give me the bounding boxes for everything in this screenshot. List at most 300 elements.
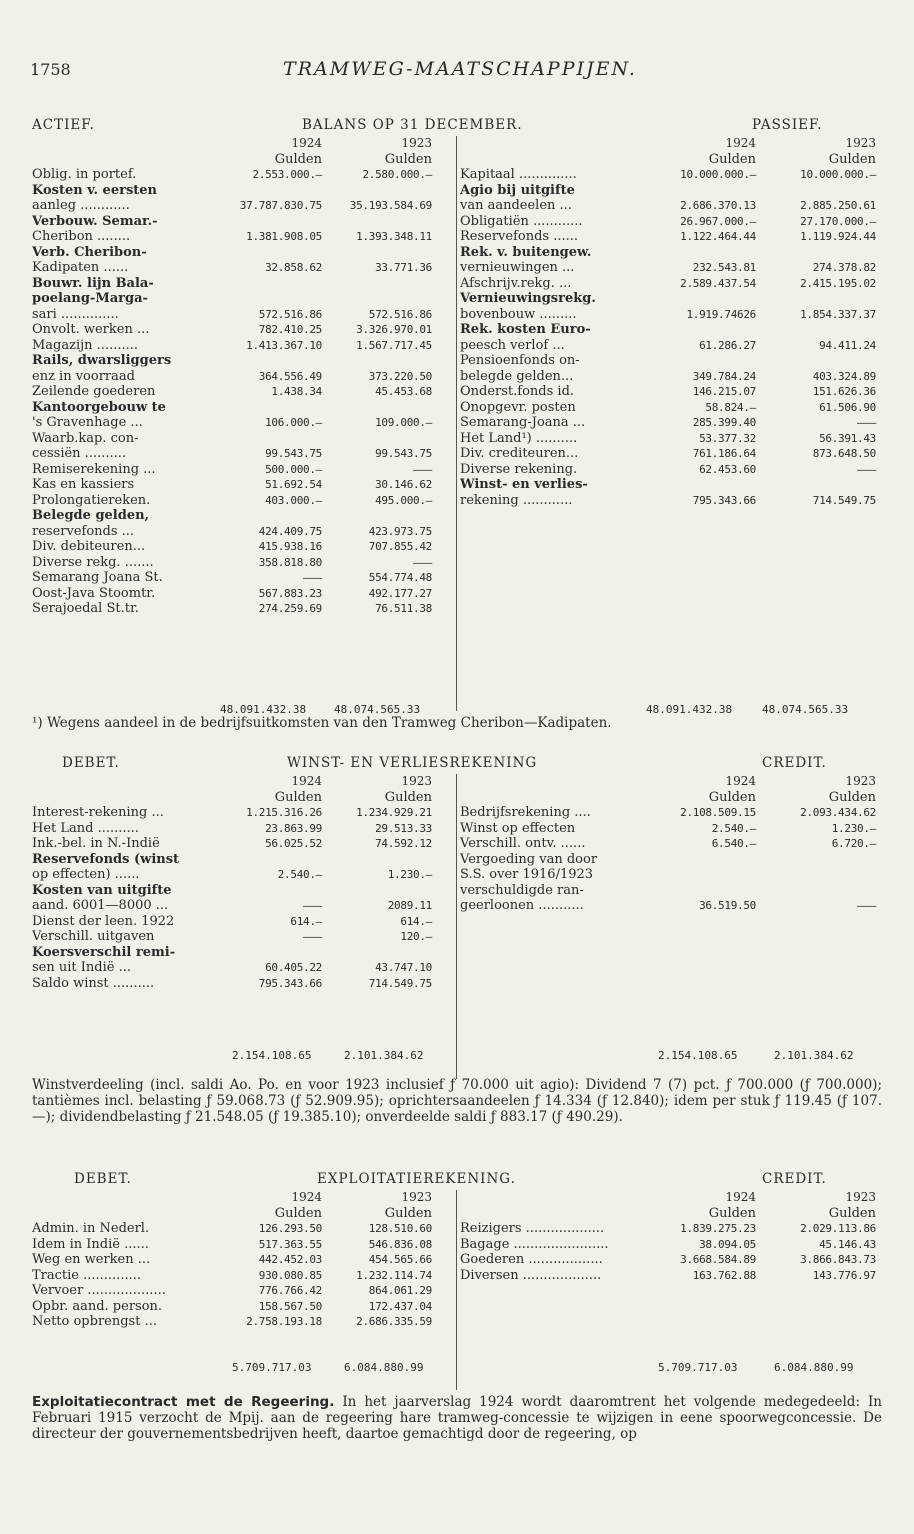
actief-value-1924 [210, 431, 322, 447]
passief-label: rekening ............ [460, 492, 573, 508]
actief-value-1924: 572.516.86 [258, 307, 322, 321]
expl-credit-label: Reizigers ................... [460, 1221, 605, 1236]
winst-debet-value-1923 [322, 945, 432, 961]
actief-value-1923: 35.193.584.69 [349, 199, 432, 212]
actief-label: Semarang Joana St. [32, 570, 163, 585]
actief-value-1923: 495.000.— [375, 493, 432, 507]
actief-row [32, 307, 432, 323]
passief-value-1924: 58.824.— [705, 400, 756, 414]
actief-label: Div. debiteuren... [32, 539, 146, 554]
passief-row [460, 400, 876, 416]
actief-row [32, 415, 432, 431]
winst-debet-value-1924: 60.405.22 [265, 961, 322, 974]
expl-credit-row [460, 1221, 876, 1237]
passief-row [460, 183, 876, 199]
passief-value-1923 [756, 245, 876, 261]
winst-debet-value-1924: 23.863.99 [265, 821, 322, 835]
actief-label: Belegde gelden, [32, 508, 150, 523]
winst-debet-value-1924: 614.— [290, 914, 322, 928]
winstverdeeling-paragraph: Winstverdeeling (incl. saldi Ao. Po. en voor 1923 inclusief ƒ 70.000 uit agio): Dividend 7 (7) pct. ƒ 700.000 (ƒ 700.000); tantièmes incl. belasting ƒ 59.068.73 (ƒ 52.909.95); oprichtersaandeelen ƒ 14.334 (ƒ 12.840); idem per stuk ƒ 119.45 (ƒ 107.—); dividendbelasting ƒ 21.548.05 (ƒ 19.385.10); onverdeelde saldi ƒ 883.17 (ƒ 490.29). [32, 1077, 882, 1125]
passief-column: 1924 1923 Gulden Gulden Kapitaal .............. 10.000.000.— 10.000.000.— Agio bij uitgifte van aandeelen ... 2.686.370.13 2.885.250.61 Obligatiën ............ 26.967.000.— 27.170.000.— Reservefonds ...... 1.122.464.44 1.119.924.44 Rek. v. buitengew. vernieuwingen ... 232.543.81 274.378.82 Afschrijv.rekg. ... 2.589.437.54 2.415.195.02 Vernieuwingsrekg. bovenbouw ......... 1.919.74626 1.854.337.37 Rek. kosten Euro- peesch verlof ... 61.286.27 94.411.24 Pensioenfonds on- belegde gelden... 349.784.24 403.324.89 Onderst.fonds id. 146.215.07 151.626.36 Onopgevr. posten 58.824.— 61.506.90 Semarang-Joana ... 285.399.40 ——— Het Land¹) .......... 53.377.32 56.391.43 Div. crediteuren... 761.186.64 873.648.50 Diverse rekening. 62.453.60 ——— Winst- en verlies- rekening ............ 795.343.66 714.549.75 [460, 136, 876, 508]
expl-debet-value-1924: 442.452.03 [258, 1253, 322, 1266]
actief-label: Onvolt. werken ... [32, 322, 150, 337]
passief-value-1924 [638, 245, 756, 261]
expl-debet-row [32, 1268, 432, 1284]
winst-debet-label: Ink.-bel. in N.-Indië [32, 836, 160, 851]
passief-total-1924: 48.091.432.38 [646, 703, 733, 716]
actief-value-1923: 45.453.68 [375, 385, 432, 398]
passief-value-1923: 27.170.000.— [800, 214, 876, 228]
winst-debet-row [32, 976, 432, 992]
actief-label: Magazijn .......... [32, 337, 138, 353]
passief-total-1923: 48.074.565.33 [762, 703, 849, 716]
actief-label: sari .............. [32, 306, 119, 322]
actief-value-1923: 373.220.50 [368, 369, 432, 383]
passief-label: Afschrijv.rekg. ... [460, 275, 572, 291]
passief-heading: PASSIEF. [752, 117, 823, 133]
actief-value-1923 [322, 245, 432, 261]
passief-row [460, 276, 876, 292]
passief-label: Winst- en verlies- [460, 477, 588, 492]
passief-value-1924 [638, 322, 756, 338]
closing-lead: Exploitatiecontract met de Regeering. [32, 1394, 335, 1410]
actief-label: poelang-Marga- [32, 291, 148, 306]
actief-value-1924: 51.692.54 [265, 478, 322, 491]
passief-label: Pensioenfonds on- [460, 353, 580, 368]
expl-debet-label: Admin. in Nederl. [32, 1221, 150, 1236]
passief-value-1923 [756, 291, 876, 307]
winst-debet-row [32, 867, 432, 883]
passief-value-1924: 761.186.64 [692, 447, 756, 460]
winst-debet-value-1924: 56.025.52 [265, 837, 322, 850]
passief-label: Onopgevr. posten [460, 399, 576, 415]
actief-value-1923 [322, 508, 432, 524]
actief-value-1924: 403.000.— [265, 493, 322, 507]
passief-value-1924: 1.919.74626 [686, 307, 756, 321]
actief-value-1923: 1.567.717.45 [356, 338, 432, 352]
winst-credit-value-1923: ——— [857, 899, 876, 912]
actief-label: Serajoedal St.tr. [32, 601, 139, 616]
actief-row [32, 338, 432, 354]
expl-debet-label: Netto opbrengst ... [32, 1314, 157, 1329]
winst-debet-value-1923 [322, 852, 432, 868]
expl-credit-value-1924: 1.839.275.23 [680, 1222, 756, 1235]
passief-value-1923 [756, 353, 876, 369]
expl-credit-label: Goederen .................. [460, 1252, 603, 1267]
actief-label: Kas en kassiers [32, 477, 135, 492]
winst-credit-value-1924: 6.540.— [711, 837, 756, 850]
passief-label: Vernieuwingsrekg. [460, 291, 596, 306]
winst-credit-label: verschuldigde ran- [460, 882, 584, 898]
passief-label: Diverse rekening. [460, 461, 578, 477]
actief-row [32, 322, 432, 338]
passief-value-1923: 61.506.90 [819, 400, 876, 414]
expl-debet-value-1924: 126.293.50 [258, 1222, 322, 1235]
winst-debet-row [32, 960, 432, 976]
expl-debet-value-1923: 864.061.29 [368, 1284, 432, 1297]
winst-credit-row [460, 805, 876, 821]
actief-label: Verb. Cheribon- [32, 244, 147, 260]
winst-debet-heading: DEBET. [62, 755, 120, 771]
passief-label: van aandeelen ... [460, 198, 572, 213]
winst-credit-heading: CREDIT. [762, 755, 827, 771]
expl-debet-value-1923: 546.836.08 [368, 1237, 432, 1251]
passief-value-1923: 1.854.337.37 [800, 307, 876, 321]
winst-debet-row [32, 836, 432, 852]
passief-row [460, 245, 876, 261]
actief-label: Cheribon ........ [32, 229, 131, 244]
exploitatie-debet-column: 1924 1923 Gulden Gulden Admin. in Nederl. 126.293.50 128.510.60 Idem in Indië ...... 517.363.55 546.836.08 Weg en werken ... 442.452.03 454.565.66 Tractie .............. 930.080.85 1.232.114.74 Vervoer ................... 776.766.42 864.061.29 Opbr. aand. person. 158.567.50 172.437.04 Netto opbrengst ... 2.758.193.18 2.686.335.59 [32, 1190, 432, 1329]
actief-row [32, 384, 432, 400]
winst-credit-value-1924: 36.519.50 [699, 899, 756, 912]
exploitatie-heading [32, 1172, 882, 1190]
expl-debet-value-1924: 776.766.42 [258, 1284, 322, 1297]
actief-value-1924: 32.858.62 [265, 261, 322, 274]
winst-debet-value-1923: 714.549.75 [368, 976, 432, 990]
closing-paragraph [32, 1394, 882, 1442]
actief-value-1923 [322, 431, 432, 447]
passief-row [460, 415, 876, 431]
passief-value-1923: 1.119.924.44 [800, 230, 876, 243]
passief-row [460, 338, 876, 354]
winst-debet-label: Saldo winst .......... [32, 975, 155, 991]
winst-debet-row [32, 821, 432, 837]
passief-label: Rek. v. buitengew. [460, 244, 592, 260]
actief-row [32, 601, 432, 617]
actief-row [32, 291, 432, 307]
winst-debet-label: Koersverschil remi- [32, 944, 176, 960]
winst-credit-value-1923 [756, 852, 876, 868]
actief-value-1923 [322, 353, 432, 369]
winst-debet-label: Verschill. uitgaven [32, 929, 155, 944]
passief-label: belegde gelden... [460, 368, 574, 384]
winst-credit-label: Winst op effecten [460, 820, 576, 836]
actief-value-1924 [210, 214, 322, 230]
actief-row [32, 353, 432, 369]
winst-credit-total-1924: 2.154.108.65 [658, 1049, 738, 1062]
actief-value-1923: 3.326.970.01 [356, 323, 432, 336]
actief-heading: ACTIEF. [32, 117, 95, 133]
winst-credit-value-1924 [638, 852, 756, 868]
exploitatierekening [32, 1171, 882, 1374]
expl-debet-label: Vervoer ................... [32, 1283, 166, 1298]
actief-value-1924: 274.259.69 [258, 602, 322, 615]
winst-debet-column: 1924 1923 Gulden Gulden Interest-rekening ... 1.215.316.26 1.234.929.21 Het Land .......... 23.863.99 29.513.33 Ink.-bel. in N.-Indië 56.025.52 74.592.12 Reservefonds (winst op effecten) ...... 2.540.— 1.230.— Kosten van uitgifte aand. 6001—8000 ... ——— 2089.11 Dienst der leen. 1922 614.— 614.— Verschill. uitgaven ——— 120.— Koersverschil remi- sen uit Indië ... 60.405.22 43.747.10 Saldo winst .......... 795.343.66 714.549.75 [32, 774, 432, 991]
passief-row [460, 446, 876, 462]
actief-value-1924: 99.543.75 [265, 447, 322, 460]
actief-label: Verbouw. Semar.- [32, 213, 158, 229]
expl-debet-label: Weg en werken ... [32, 1252, 151, 1267]
passief-value-1924: 795.343.66 [692, 493, 756, 507]
actief-value-1924: 1.438.34 [271, 385, 322, 398]
actief-value-1923 [322, 291, 432, 307]
actief-value-1923: ——— [413, 555, 432, 569]
exploitatie-credit-column: 1924 1923 Gulden Gulden Reizigers ................... 1.839.275.23 2.029.113.86 Bagage ....................... 38.094.05 45.146.43 Goederen .................. 3.668.584.89 3.866.843.73 Diversen ................... 163.762.88 143.776.97 [460, 1190, 876, 1283]
actief-row [32, 400, 432, 416]
actief-value-1924: 106.000.— [265, 416, 322, 429]
expl-debet-value-1924: 158.567.50 [258, 1299, 322, 1313]
expl-credit-value-1924: 163.762.88 [692, 1268, 756, 1282]
actief-value-1923: 423.973.75 [368, 524, 432, 538]
expl-debet-row [32, 1299, 432, 1315]
passief-value-1924 [638, 353, 756, 369]
actief-value-1924: 500.000.— [265, 462, 322, 476]
winst-debet-value-1923: 614.— [400, 914, 432, 928]
expl-debet-value-1924: 930.080.85 [258, 1268, 322, 1282]
passief-row [460, 307, 876, 323]
passief-value-1924: 1.122.464.44 [680, 230, 756, 243]
actief-column: 1924 1923 Gulden Gulden Oblig. in portef. 2.553.000.— 2.580.000.— Kosten v. eersten aanleg ............ 37.787.830.75 35.193.584.69 Verbouw. Semar.- Cheribon ........ 1.381.908.05 1.393.348.11 Verb. Cheribon- Kadipaten ...... 32.858.62 33.771.36 Bouwr. lijn Bala- poelang-Marga- sari .............. 572.516.86 572.516.86 Onvolt. werken ... 782.410.25 3.326.970.01 Magazijn .......... 1.413.367.10 1.567.717.45 Rails, dwarsliggers enz in voorraad 364.556.49 373.220.50 Zeilende goederen 1.438.34 45.453.68 Kantoorgebouw te 's Gravenhage ... 106.000.— 109.000.— Waarb.kap. con- cessiën .......... 99.543.75 99.543.75 Remiserekening ... 500.000.— ——— Kas en kassiers 51.692.54 30.146.62 Prolongatiereken. 403.000.— 495.000.— Belegde gelden, reservefonds ... 424.409.75 423.973.75 Div. debiteuren... 415.938.16 707.855.42 Diverse rekg. ....... 358.818.80 ——— Semarang Joana St. ——— 554.774.48 Oost-Java Stoomtr. 567.883.23 492.177.27 Serajoedal St.tr. 274.259.69 76.511.38 [32, 136, 432, 616]
column-divider [456, 774, 457, 1079]
column-divider [456, 136, 457, 711]
winst-credit-value-1923 [756, 883, 876, 899]
actief-value-1924: 415.938.16 [258, 540, 322, 553]
actief-value-1923: 707.855.42 [368, 540, 432, 553]
passief-label: vernieuwingen ... [460, 260, 575, 275]
winst-debet-total-1924: 2.154.108.65 [232, 1049, 312, 1062]
expl-credit-label: Diversen ................... [460, 1267, 602, 1283]
expl-debet-value-1924: 2.758.193.18 [246, 1315, 322, 1328]
winst-credit-label: S.S. over 1916/1923 [460, 867, 594, 882]
winst-debet-row [32, 898, 432, 914]
winst-debet-label: aand. 6001—8000 ... [32, 898, 169, 913]
winst-credit-row [460, 867, 876, 883]
passief-value-1923: 873.648.50 [812, 447, 876, 460]
passief-label: Onderst.fonds id. [460, 384, 575, 399]
actief-label: Bouwr. lijn Bala- [32, 275, 154, 291]
expl-debet-label: Tractie .............. [32, 1267, 141, 1283]
passief-label: Obligatiën ............ [460, 213, 583, 229]
passief-label: bovenbouw ......... [460, 306, 577, 322]
winst-debet-value-1923: 74.592.12 [375, 837, 432, 850]
actief-label: Diverse rekg. ....... [32, 554, 154, 570]
actief-value-1923: ——— [413, 462, 432, 476]
passief-value-1923 [756, 183, 876, 199]
passief-value-1924: 349.784.24 [692, 369, 756, 383]
winst-debet-value-1923: 120.— [400, 930, 432, 943]
passief-row [460, 477, 876, 493]
winst-credit-row [460, 821, 876, 837]
winst-debet-row [32, 805, 432, 821]
winst-debet-row [32, 852, 432, 868]
actief-value-1923: 109.000.— [375, 416, 432, 429]
winst-credit-total-1923: 2.101.384.62 [774, 1049, 854, 1062]
expl-debet-row [32, 1221, 432, 1237]
passief-label: Het Land¹) .......... [460, 430, 578, 446]
winst-debet-row [32, 929, 432, 945]
winst-debet-label: Kosten van uitgifte [32, 882, 172, 898]
passief-value-1924: 26.967.000.— [680, 214, 756, 228]
passief-label: Reservefonds ...... [460, 229, 579, 244]
winst-debet-row [32, 914, 432, 930]
actief-label: aanleg ............ [32, 198, 130, 213]
passief-value-1923: ——— [857, 462, 876, 476]
actief-label: Waarb.kap. con- [32, 430, 139, 446]
actief-row [32, 493, 432, 509]
passief-value-1923: 10.000.000.— [800, 168, 876, 181]
actief-row [32, 446, 432, 462]
winst-credit-value-1924: 2.540.— [711, 821, 756, 835]
expl-debet-value-1923: 172.437.04 [368, 1299, 432, 1313]
passief-value-1924: 232.543.81 [692, 261, 756, 274]
winst-debet-total-1923: 2.101.384.62 [344, 1049, 424, 1062]
passief-label: peesch verlof ... [460, 337, 565, 353]
winst-credit-row [460, 836, 876, 852]
expl-debet-value-1923: 454.565.66 [368, 1253, 432, 1266]
winst-credit-value-1923: 1.230.— [831, 821, 876, 835]
passief-row [460, 198, 876, 214]
exploitatie-title: EXPLOITATIEREKENING. [317, 1171, 516, 1187]
passief-value-1923: 714.549.75 [812, 493, 876, 507]
expl-debet-value-1923: 2.686.335.59 [356, 1315, 432, 1328]
passief-value-1924: 146.215.07 [692, 385, 756, 398]
actief-label: Prolongatiereken. [32, 492, 151, 508]
actief-value-1923 [322, 400, 432, 416]
actief-total-1924: 48.091.432.38 [220, 703, 307, 716]
actief-value-1924 [210, 183, 322, 199]
winst-debet-value-1923: 29.513.33 [375, 821, 432, 835]
winst-debet-label: Dienst der leen. 1922 [32, 913, 175, 929]
expl-debet-row [32, 1237, 432, 1253]
winst-credit-value-1923: 2.093.434.62 [800, 806, 876, 819]
winst-credit-value-1924 [638, 867, 756, 883]
winst-credit-row [460, 852, 876, 868]
actief-label: cessiën .......... [32, 446, 126, 461]
winst-debet-value-1924: 795.343.66 [258, 976, 322, 990]
actief-label: Zeilende goederen [32, 384, 156, 399]
winst-credit-label: Bedrijfsrekening .... [460, 805, 591, 820]
balance-sheet [32, 117, 882, 731]
winst-verlies [32, 756, 882, 1074]
expl-credit-value-1923: 3.866.843.73 [800, 1253, 876, 1266]
expl-debet-row [32, 1252, 432, 1268]
actief-row [32, 183, 432, 199]
passief-value-1924: 53.377.32 [699, 431, 756, 445]
winst-credit-row [460, 883, 876, 899]
passief-value-1923: 94.411.24 [819, 338, 876, 352]
winst-credit-value-1923 [756, 867, 876, 883]
actief-label: Oblig. in portef. [32, 167, 137, 182]
expl-credit-value-1923: 143.776.97 [812, 1268, 876, 1282]
actief-value-1924 [210, 245, 322, 261]
passief-value-1924 [638, 183, 756, 199]
passief-row [460, 322, 876, 338]
winst-debet-label: op effecten) ...... [32, 867, 140, 882]
passief-value-1924: 285.399.40 [692, 416, 756, 429]
actief-label: enz in voorraad [32, 368, 135, 384]
passief-value-1923 [756, 477, 876, 493]
actief-value-1923: 572.516.86 [368, 307, 432, 321]
actief-label: 's Gravenhage ... [32, 415, 143, 430]
actief-total-1923: 48.074.565.33 [334, 703, 421, 716]
actief-row [32, 539, 432, 555]
actief-value-1923: 554.774.48 [368, 571, 432, 584]
passief-value-1924: 10.000.000.— [680, 168, 756, 181]
passief-label: Kapitaal .............. [460, 167, 577, 182]
actief-label: Rails, dwarsliggers [32, 353, 172, 368]
exploitatie-credit-heading: CREDIT. [762, 1171, 827, 1187]
actief-value-1924: 1.381.908.05 [246, 230, 322, 243]
winst-credit-value-1924 [638, 883, 756, 899]
passief-value-1923: ——— [857, 416, 876, 429]
actief-row [32, 570, 432, 586]
actief-value-1923 [322, 276, 432, 292]
actief-value-1923: 33.771.36 [375, 261, 432, 274]
winst-debet-value-1924: 2.540.— [277, 868, 322, 881]
passief-value-1924: 2.589.437.54 [680, 276, 756, 290]
expl-debet-total-1924: 5.709.717.03 [232, 1361, 312, 1374]
winst-debet-value-1923: 2089.11 [387, 899, 432, 912]
expl-credit-value-1923: 2.029.113.86 [800, 1222, 876, 1235]
actief-value-1924: 1.413.367.10 [246, 338, 322, 352]
actief-row [32, 508, 432, 524]
balance-title: BALANS OP 31 DECEMBER. [302, 117, 523, 133]
actief-value-1923: 492.177.27 [368, 586, 432, 600]
actief-value-1923: 76.511.38 [375, 602, 432, 615]
actief-row [32, 431, 432, 447]
passief-value-1924: 2.686.370.13 [680, 199, 756, 212]
passief-row [460, 369, 876, 385]
winst-credit-column: 1924 1923 Gulden Gulden Bedrijfsrekening .... 2.108.509.15 2.093.434.62 Winst op effecten 2.540.— 1.230.— Verschill. ontv. ...... 6.540.— 6.720.— Vergoeding van door S.S. over 1916/1923 verschuldigde ran- geerloonen ........... 36.519.50 ——— [460, 774, 876, 913]
actief-row [32, 586, 432, 602]
actief-label: Kadipaten ...... [32, 260, 129, 275]
passief-row [460, 291, 876, 307]
actief-value-1923: 30.146.62 [375, 478, 432, 491]
winst-debet-label: Reservefonds (winst [32, 851, 180, 867]
winst-debet-value-1924: ——— [303, 930, 322, 943]
actief-value-1924: 37.787.830.75 [239, 199, 322, 212]
passief-row [460, 462, 876, 478]
winst-debet-label: Het Land .......... [32, 820, 139, 836]
actief-value-1924: 358.818.80 [258, 555, 322, 569]
expl-credit-value-1924: 38.094.05 [699, 1237, 756, 1251]
actief-label: Oost-Java Stoomtr. [32, 585, 156, 601]
actief-label: Kosten v. eersten [32, 182, 157, 198]
expl-credit-value-1923: 45.146.43 [819, 1237, 876, 1251]
passief-value-1924: 61.286.27 [699, 338, 756, 352]
expl-debet-value-1923: 1.232.114.74 [356, 1268, 432, 1282]
actief-value-1924 [210, 291, 322, 307]
actief-row [32, 260, 432, 276]
actief-value-1924 [210, 276, 322, 292]
closing-text: In het jaarverslag 1924 wordt daaromtrent het volgende medegedeeld: In Februari 1915 verzocht de Mpij. aan de regeering hare tramweg-concessie te wijzigen in eene spoorwegconcessie. De directeur der gouvernementsbedrijven heeft, daartoe gemachtigd door de regeering, op [32, 1394, 882, 1442]
passief-row [460, 214, 876, 230]
actief-row [32, 214, 432, 230]
actief-value-1924 [210, 508, 322, 524]
winst-credit-label: Verschill. ontv. ...... [460, 836, 586, 851]
passief-value-1923: 151.626.36 [812, 385, 876, 398]
expl-debet-label: Opbr. aand. person. [32, 1298, 163, 1314]
winst-debet-value-1924: ——— [303, 899, 322, 912]
actief-row [32, 524, 432, 540]
actief-value-1923 [322, 214, 432, 230]
winst-debet-value-1924 [210, 945, 322, 961]
passief-row [460, 260, 876, 276]
winst-credit-value-1924: 2.108.509.15 [680, 806, 756, 819]
expl-debet-value-1923: 128.510.60 [368, 1222, 432, 1235]
winst-credit-value-1923: 6.720.— [831, 837, 876, 850]
expl-credit-row [460, 1268, 876, 1284]
actief-value-1924: 424.409.75 [258, 524, 322, 538]
passief-row [460, 431, 876, 447]
page-number: 1758 [30, 60, 71, 79]
winst-heading [32, 756, 882, 774]
passief-value-1923: 56.391.43 [819, 431, 876, 445]
actief-row [32, 198, 432, 214]
actief-row [32, 276, 432, 292]
actief-value-1924: 782.410.25 [258, 323, 322, 336]
expl-credit-row [460, 1252, 876, 1268]
